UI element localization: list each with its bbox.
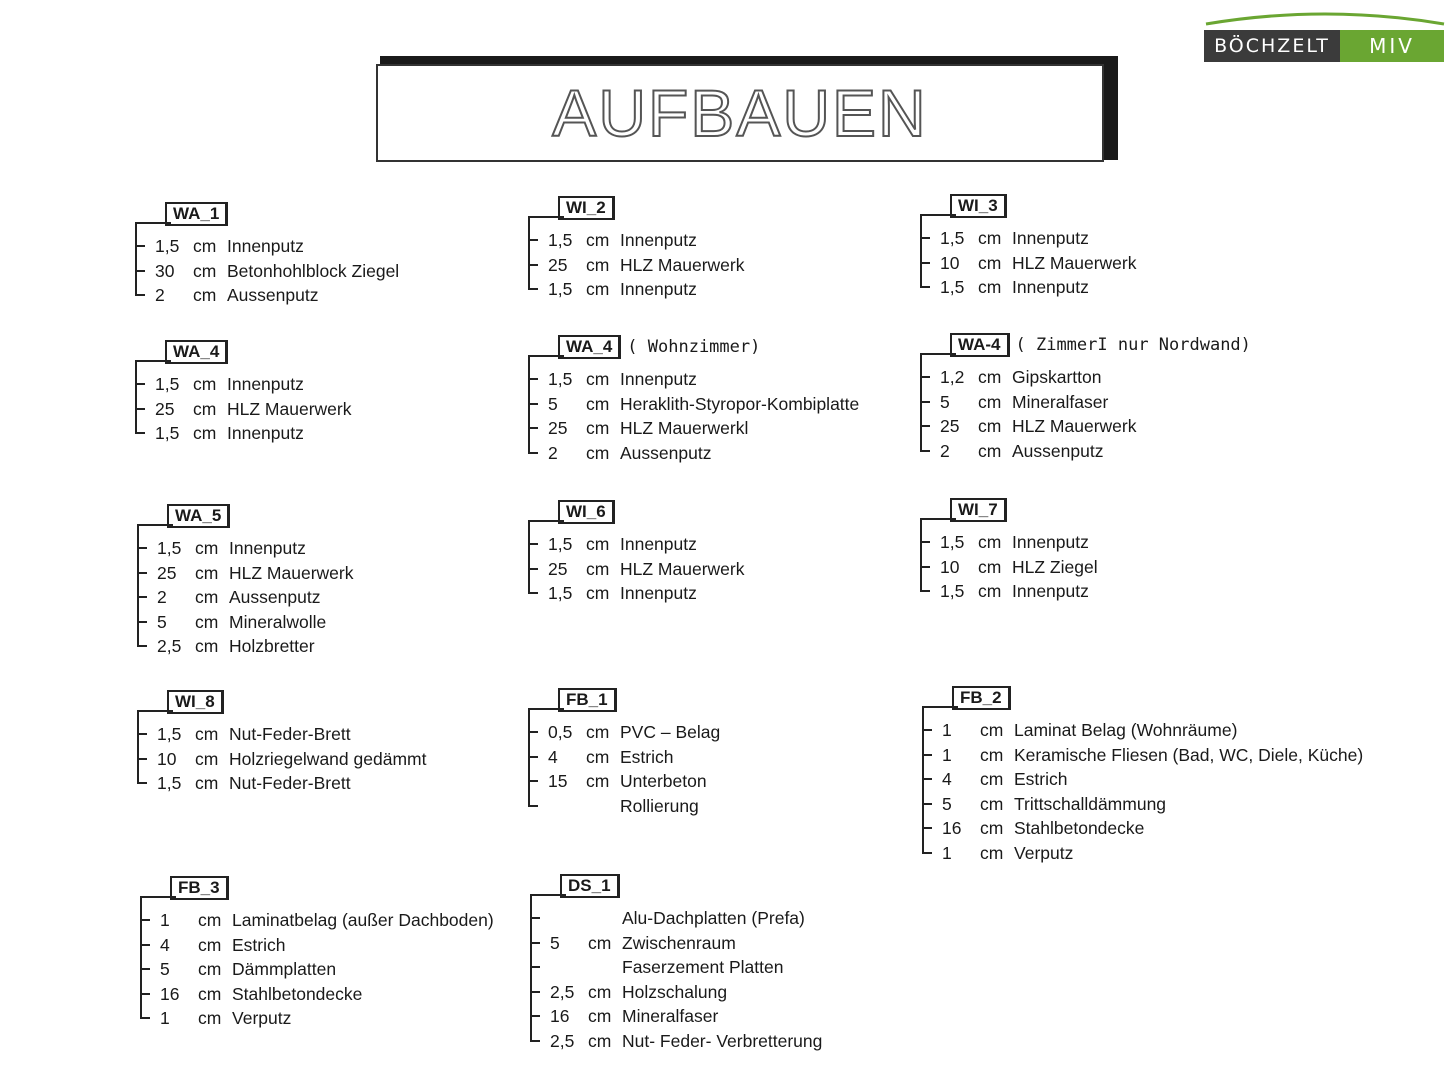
layer-unit: cm — [198, 934, 222, 955]
bracket-tick — [140, 968, 150, 970]
title-box — [376, 64, 1104, 162]
layer-material: Stahlbetondecke — [232, 983, 363, 1004]
bracket-top-line — [530, 894, 566, 896]
bracket-tick — [528, 731, 538, 733]
bracket-top-line — [135, 360, 171, 362]
layer-unit: cm — [980, 843, 1004, 863]
layer-thickness: 1,5 — [548, 230, 573, 250]
bracket-tick — [530, 942, 540, 944]
layer-material: Innenputz — [1012, 581, 1089, 602]
layer-unit: cm — [980, 720, 1004, 740]
layer-unit: cm — [586, 369, 610, 389]
layer-thickness: 30 — [155, 260, 175, 281]
layer-material: Mineralfaser — [622, 1006, 719, 1027]
bracket-tick — [920, 590, 930, 592]
block-header — [558, 335, 760, 359]
layer-unit: cm — [586, 722, 610, 742]
bracket-top-line — [135, 222, 171, 224]
layer-unit: cm — [195, 773, 219, 794]
bracket-vertical-line — [135, 360, 137, 433]
block-header — [167, 690, 224, 714]
layer-unit: cm — [978, 277, 1002, 298]
layer-material: Stahlbetondecke — [1014, 818, 1145, 839]
layer-material: Laminat Belag (Wohnräume) — [1014, 720, 1238, 740]
layer-unit: cm — [195, 748, 219, 769]
bracket-tick — [135, 294, 145, 296]
block-header — [558, 196, 615, 220]
bracket-tick — [922, 729, 932, 731]
layer-material: Innenputz — [620, 279, 697, 300]
layer-unit: cm — [978, 391, 1002, 412]
block-header — [165, 340, 228, 364]
block-id-tag: WA_5 — [167, 504, 230, 528]
bracket-tick — [528, 543, 538, 545]
bracket-top-line — [528, 708, 564, 710]
layer-material: Alu-Dachplatten (Prefa) — [622, 908, 805, 928]
bracket-tick — [920, 286, 930, 288]
layer-unit: cm — [978, 367, 1002, 387]
layer-thickness: 1,5 — [157, 773, 182, 794]
bracket-tick — [528, 288, 538, 290]
layer-unit: cm — [193, 374, 217, 394]
layer-thickness: 16 — [942, 818, 962, 839]
block-header — [170, 876, 229, 900]
layer-thickness: 1,5 — [155, 236, 180, 256]
bracket-tick — [137, 733, 147, 735]
layer-material: Holzriegelwand gedämmt — [229, 748, 427, 769]
layer-thickness: 1,5 — [940, 532, 965, 552]
layer-unit: cm — [193, 285, 217, 306]
layer-material: Aussenputz — [1012, 440, 1104, 461]
layer-material: Innenputz — [227, 423, 304, 444]
bracket-top-line — [920, 353, 956, 355]
block-header — [558, 500, 615, 524]
logo-text-right: MIV — [1340, 30, 1444, 62]
layer-material: Innenputz — [1012, 228, 1089, 248]
block-header — [165, 202, 228, 226]
layer-material: Heraklith-Styropor-Kombiplatte — [620, 393, 860, 414]
layer-thickness: 1,5 — [155, 374, 180, 394]
bracket-tick — [530, 966, 540, 968]
layer-thickness: 4 — [160, 934, 170, 955]
bracket-tick — [920, 262, 930, 264]
layer-material: Unterbeton — [620, 771, 707, 792]
layer-unit: cm — [586, 583, 610, 604]
bracket-tick — [922, 754, 932, 756]
layer-unit: cm — [193, 398, 217, 419]
layer-thickness: 2 — [157, 587, 167, 608]
bracket-tick — [530, 1040, 540, 1042]
layer-material: Innenputz — [1012, 277, 1089, 298]
layer-thickness: 1,5 — [940, 277, 965, 298]
layer-material: Nut-Feder-Brett — [229, 724, 351, 744]
layer-material: Laminatbelag (außer Dachboden) — [232, 910, 494, 930]
layer-material: Dämmplatten — [232, 959, 337, 980]
layer-thickness: 1,5 — [157, 724, 182, 744]
layer-thickness: 25 — [157, 562, 177, 583]
bracket-top-line — [922, 706, 958, 708]
block-id-tag: WI_6 — [558, 500, 615, 524]
bracket-tick — [137, 782, 147, 784]
bracket-top-line — [920, 518, 956, 520]
layer-material: Aussenputz — [620, 442, 712, 463]
layer-thickness: 25 — [548, 558, 568, 579]
layer-thickness: 2 — [155, 285, 165, 306]
layer-thickness: 5 — [942, 793, 952, 814]
layer-thickness: 25 — [548, 418, 568, 439]
bracket-tick — [920, 541, 930, 543]
layer-material: Verputz — [1014, 843, 1074, 863]
block-header — [560, 874, 620, 898]
layer-thickness: 1 — [942, 744, 952, 765]
bracket-tick — [922, 778, 932, 780]
layer-unit: cm — [586, 254, 610, 275]
layer-unit: cm — [195, 587, 219, 608]
layer-thickness: 10 — [940, 252, 960, 273]
bracket-tick — [135, 270, 145, 272]
layer-material: Gipskartton — [1012, 367, 1102, 387]
layer-thickness: 1,5 — [548, 279, 573, 300]
layer-thickness: 2,5 — [550, 1031, 575, 1051]
bracket-tick — [140, 1017, 150, 1019]
layer-material: HLZ Mauerwerk — [1012, 416, 1137, 437]
layer-thickness: 2,5 — [157, 636, 182, 657]
layer-unit: cm — [193, 236, 217, 256]
layer-material: Nut- Feder- Verbretterung — [622, 1031, 823, 1051]
layer-unit: cm — [588, 932, 612, 953]
layer-thickness: 0,5 — [548, 722, 573, 742]
layer-thickness: 5 — [548, 393, 558, 414]
block-id-tag: WA_4 — [558, 335, 621, 359]
logo-text-left: BÖCHZELT — [1204, 30, 1340, 62]
block-note: ( Wohnzimmer) — [627, 337, 761, 357]
layer-thickness: 5 — [160, 959, 170, 980]
bracket-tick — [135, 432, 145, 434]
layer-thickness: 2 — [940, 440, 950, 461]
layer-material: HLZ Mauerwerk — [229, 562, 354, 583]
bracket-tick — [140, 944, 150, 946]
layer-material: HLZ Mauerwerk — [227, 398, 352, 419]
layer-unit: cm — [588, 1006, 612, 1027]
layer-material: Innenputz — [1012, 532, 1089, 552]
layer-thickness: 1,5 — [548, 534, 573, 554]
layer-thickness: 4 — [942, 769, 952, 790]
layer-material: Aussenputz — [229, 587, 321, 608]
layer-thickness: 10 — [157, 748, 177, 769]
block-id-tag: WA-4 — [950, 333, 1010, 357]
bracket-tick — [528, 756, 538, 758]
bracket-vertical-line — [140, 896, 142, 1018]
layer-material: HLZ Ziegel — [1012, 556, 1098, 577]
layer-material: HLZ Mauerwerk — [1012, 252, 1137, 273]
bracket-top-line — [140, 896, 176, 898]
bracket-tick — [135, 408, 145, 410]
bracket-vertical-line — [137, 710, 139, 783]
bracket-tick — [528, 805, 538, 807]
roof-icon — [1204, 8, 1446, 26]
bracket-tick — [140, 993, 150, 995]
bracket-tick — [922, 803, 932, 805]
bracket-tick — [920, 376, 930, 378]
layer-thickness: 16 — [550, 1006, 570, 1027]
layer-material: Holzbretter — [229, 636, 315, 657]
bracket-tick — [528, 592, 538, 594]
layer-thickness: 4 — [548, 746, 558, 767]
layer-unit: cm — [586, 418, 610, 439]
layer-thickness: 25 — [940, 416, 960, 437]
layer-material: Innenputz — [620, 230, 697, 250]
layer-unit: cm — [980, 769, 1004, 790]
bracket-top-line — [137, 524, 173, 526]
bracket-tick — [135, 245, 145, 247]
layer-unit: cm — [586, 279, 610, 300]
layer-unit: cm — [586, 558, 610, 579]
layer-thickness: 1,5 — [155, 423, 180, 444]
layer-thickness: 2,5 — [550, 981, 575, 1002]
layer-material: HLZ Mauerwerkl — [620, 418, 749, 439]
bracket-tick — [135, 383, 145, 385]
block-id-tag: FB_2 — [952, 686, 1011, 710]
layer-thickness: 1,5 — [548, 369, 573, 389]
layer-unit: cm — [586, 442, 610, 463]
bracket-top-line — [528, 355, 564, 357]
layer-material: HLZ Mauerwerk — [620, 558, 745, 579]
block-id-tag: WI_8 — [167, 690, 224, 714]
layer-material: Estrich — [620, 746, 674, 767]
layer-thickness: 2 — [548, 442, 558, 463]
layer-material: Faserzement Platten — [622, 957, 784, 978]
bracket-tick — [920, 401, 930, 403]
bracket-tick — [137, 621, 147, 623]
layer-unit: cm — [978, 556, 1002, 577]
layer-unit: cm — [980, 793, 1004, 814]
block-id-tag: WA_1 — [165, 202, 228, 226]
layer-unit: cm — [193, 423, 217, 444]
layer-material: Innenputz — [620, 583, 697, 604]
layer-material: Aussenputz — [227, 285, 319, 306]
layer-unit: cm — [588, 1031, 612, 1051]
layer-material: Zwischenraum — [622, 932, 736, 953]
layer-unit: cm — [586, 746, 610, 767]
block-header — [167, 504, 230, 528]
layer-material: Holzschalung — [622, 981, 728, 1002]
bracket-tick — [920, 450, 930, 452]
layer-thickness: 1 — [160, 1008, 170, 1029]
layer-unit: cm — [586, 230, 610, 250]
layer-unit: cm — [198, 910, 222, 930]
bracket-tick — [137, 547, 147, 549]
block-id-tag: DS_1 — [560, 874, 620, 898]
block-id-tag: FB_1 — [558, 688, 617, 712]
bracket-tick — [528, 568, 538, 570]
layer-unit: cm — [195, 611, 219, 632]
layer-thickness: 1 — [942, 720, 952, 740]
layer-unit: cm — [978, 252, 1002, 273]
layer-unit: cm — [586, 771, 610, 792]
bracket-tick — [528, 403, 538, 405]
bracket-top-line — [920, 214, 956, 216]
layer-unit: cm — [586, 534, 610, 554]
bracket-vertical-line — [137, 524, 139, 646]
bracket-tick — [528, 780, 538, 782]
bracket-vertical-line — [528, 520, 530, 593]
layer-unit: cm — [195, 562, 219, 583]
block-id-tag: WA_4 — [165, 340, 228, 364]
layer-unit: cm — [193, 260, 217, 281]
bracket-tick — [137, 645, 147, 647]
bracket-tick — [528, 427, 538, 429]
layer-thickness: 1,5 — [940, 581, 965, 602]
layer-material: Trittschalldämmung — [1014, 793, 1167, 814]
page-title: AUFBAUEN — [552, 76, 928, 150]
bracket-vertical-line — [920, 518, 922, 591]
layer-material: HLZ Mauerwerk — [620, 254, 745, 275]
layer-material: Innenputz — [227, 236, 304, 256]
layer-unit: cm — [198, 959, 222, 980]
bracket-top-line — [137, 710, 173, 712]
layer-thickness: 15 — [548, 771, 568, 792]
layer-unit: cm — [978, 416, 1002, 437]
bracket-tick — [140, 919, 150, 921]
layer-unit: cm — [978, 532, 1002, 552]
layer-material: Verputz — [232, 1008, 292, 1029]
block-header — [950, 194, 1007, 218]
bracket-tick — [137, 596, 147, 598]
layer-unit: cm — [195, 724, 219, 744]
block-id-tag: FB_3 — [170, 876, 229, 900]
layer-thickness: 1 — [942, 843, 952, 863]
block-header — [558, 688, 617, 712]
layer-unit: cm — [588, 981, 612, 1002]
bracket-tick — [920, 425, 930, 427]
company-logo — [1204, 8, 1446, 56]
layer-unit: cm — [198, 983, 222, 1004]
bracket-tick — [528, 239, 538, 241]
layer-unit: cm — [980, 818, 1004, 839]
layer-thickness: 1 — [160, 910, 170, 930]
layer-unit: cm — [198, 1008, 222, 1029]
layer-unit: cm — [978, 440, 1002, 461]
bracket-vertical-line — [135, 222, 137, 295]
bracket-tick — [530, 1015, 540, 1017]
block-id-tag: WI_3 — [950, 194, 1007, 218]
layer-material: Mineralwolle — [229, 611, 327, 632]
layer-thickness: 1,5 — [940, 228, 965, 248]
layer-unit: cm — [586, 393, 610, 414]
bracket-vertical-line — [920, 214, 922, 287]
layer-thickness: 5 — [550, 932, 560, 953]
bracket-tick — [920, 237, 930, 239]
block-note: ( ZimmerI nur Nordwand) — [1015, 335, 1251, 355]
layer-material: Innenputz — [229, 538, 306, 558]
layer-thickness: 25 — [548, 254, 568, 275]
layer-unit: cm — [195, 636, 219, 657]
bracket-top-line — [528, 216, 564, 218]
bracket-tick — [530, 991, 540, 993]
bracket-top-line — [528, 520, 564, 522]
block-id-tag: WI_2 — [558, 196, 615, 220]
layer-material: Mineralfaser — [1012, 391, 1109, 412]
bracket-tick — [530, 917, 540, 919]
bracket-tick — [528, 264, 538, 266]
layer-material: Estrich — [232, 934, 286, 955]
layer-material: Innenputz — [620, 369, 697, 389]
layer-material: Betonhohlblock Ziegel — [227, 260, 400, 281]
layer-material: Keramische Fliesen (Bad, WC, Diele, Küche) — [1014, 744, 1364, 765]
layer-thickness: 5 — [940, 391, 950, 412]
bracket-tick — [528, 378, 538, 380]
bracket-tick — [528, 452, 538, 454]
layer-material: Nut-Feder-Brett — [229, 773, 351, 794]
block-header — [950, 333, 1251, 357]
layer-material: Innenputz — [227, 374, 304, 394]
bracket-tick — [137, 572, 147, 574]
layer-thickness: 1,2 — [940, 367, 965, 387]
layer-thickness: 16 — [160, 983, 180, 1004]
layer-unit: cm — [978, 228, 1002, 248]
layer-unit: cm — [978, 581, 1002, 602]
bracket-tick — [137, 758, 147, 760]
block-header — [950, 498, 1007, 522]
bracket-tick — [922, 827, 932, 829]
bracket-tick — [920, 566, 930, 568]
bracket-vertical-line — [528, 216, 530, 289]
bracket-tick — [922, 852, 932, 854]
layer-material: Rollierung — [620, 795, 699, 816]
layer-thickness: 5 — [157, 611, 167, 632]
block-id-tag: WI_7 — [950, 498, 1007, 522]
layer-unit: cm — [980, 744, 1004, 765]
layer-material: Estrich — [1014, 769, 1068, 790]
layer-thickness: 1,5 — [157, 538, 182, 558]
layer-thickness: 1,5 — [548, 583, 573, 604]
layer-material: Innenputz — [620, 534, 697, 554]
layer-material: PVC – Belag — [620, 722, 721, 742]
block-header — [952, 686, 1011, 710]
layer-thickness: 25 — [155, 398, 175, 419]
layer-unit: cm — [195, 538, 219, 558]
layer-thickness: 10 — [940, 556, 960, 577]
